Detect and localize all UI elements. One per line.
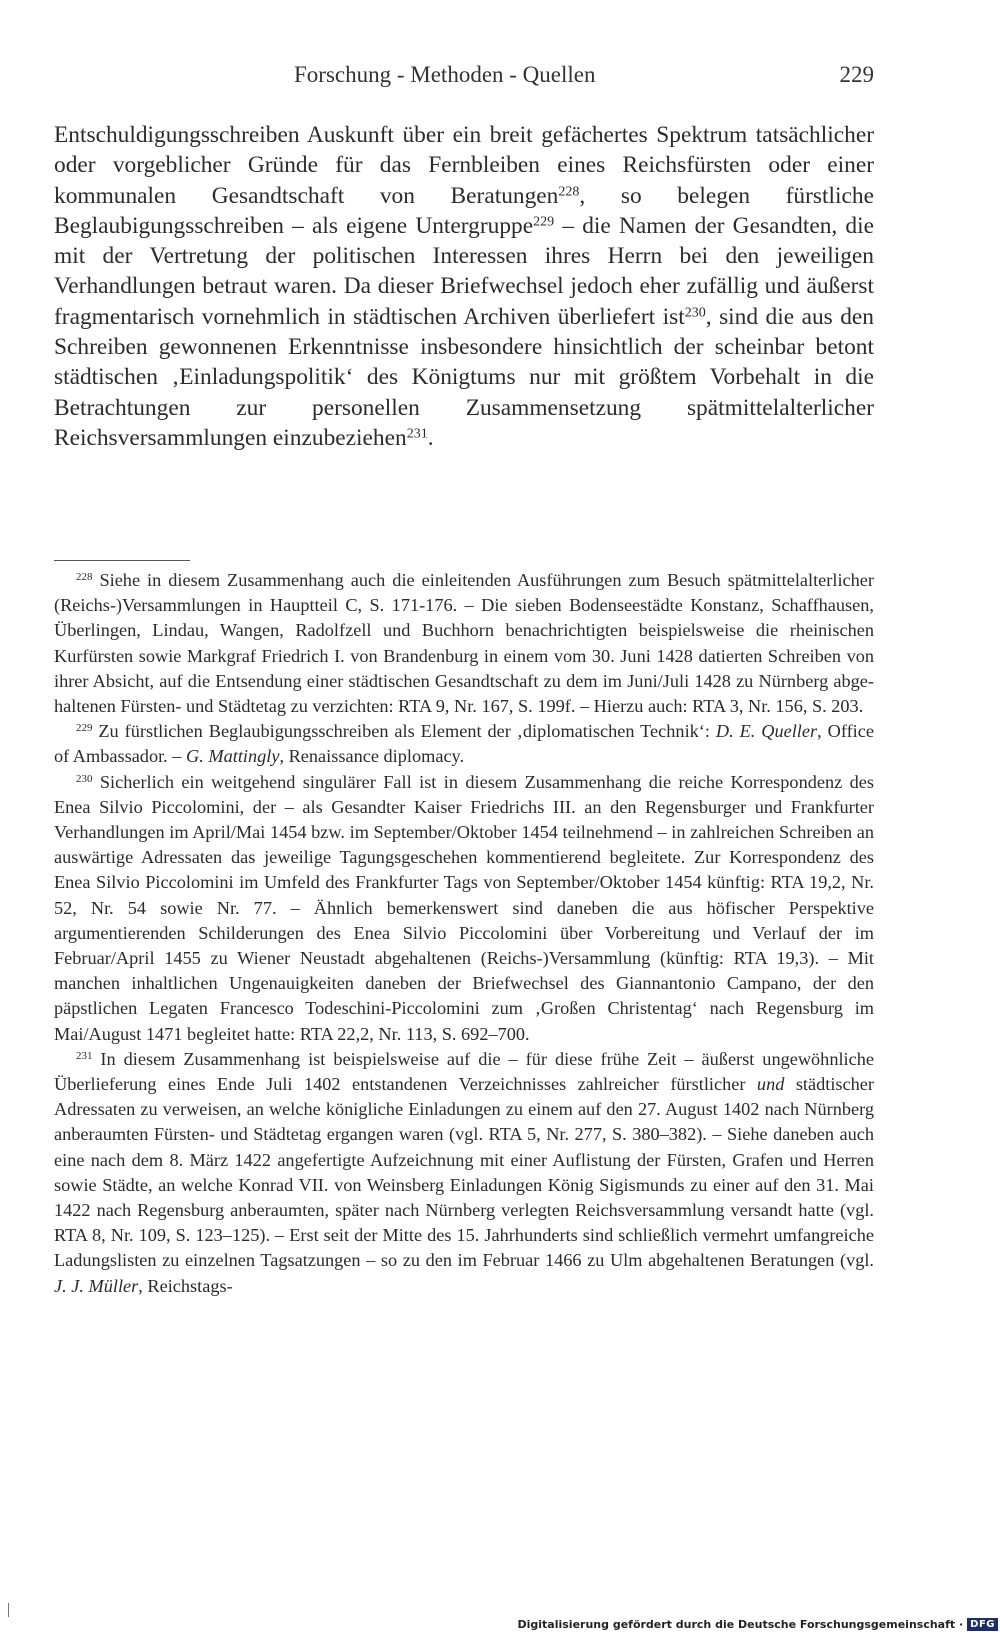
footnote-229: $^{229}$ Zu fürstlichen Beglaubigungsschreiben als Element der ‚diplomatischen Technik‘: D. E. Queller, Office of Ambassador. – G. Mattingly, Renaissance diplomacy. (54, 721, 874, 767)
margin-mark (8, 1603, 9, 1617)
running-title: Forschung - Methoden - Quellen (294, 62, 596, 87)
footnote-separator (54, 560, 190, 561)
running-header (54, 62, 874, 102)
footnote-230: $^{230}$ Sicherlich ein weitgehend singulärer Fall ist in diesem Zusammenhang die reiche Korrespondenz des Enea Silvio Piccolomini, der – als Gesandter Kaiser Friedrichs III. an den Regensburger und Frankfurter Verhandlungen im April/Mai 1454 bzw. im September/Oktober 1454 teilnehmend – in zahlreichen Schreiben an auswärtige Adressaten das jeweilige Tagungsgeschehen kommentierend begleitete. Zur Korrespondenz des Enea Silvio Piccolomini im Umfeld des Frankfurter Tags von September/Oktober 1454 künftig: RTA 19,2, Nr. 52, Nr. 54 sowie Nr. 77. – Ähnlich bemerkenswert sind daneben die aus höfischer Perspektive argumentierenden Schilderungen des Enea Silvio Piccolomini über Vorbereitung und Verlauf der im Februar/April 1455 zu Wiener Neustadt abgehaltenen (Reichs-)Versammlung (künftig: RTA 19,3). – Mit manchen inhaltlichen Ungenauigkeiten daneben der Briefwechsel des Giannantonio Campano, der den päpstlichen Legaten Francesco Todeschini-Piccolomini zum ‚Großen Christentag‘ nach Regensburg im Mai/August 1471 begleitet hatte: RTA 22,2, Nr. 113, S. 692–700. (54, 771, 874, 1044)
footnote-231: $^{231}$ In diesem Zusammenhang ist beispielsweise auf die – für diese frühe Zeit – äußerst ungewöhnliche Überlieferung eines Ende Juli 1402 entstandenen Verzeichnisses zahlreicher fürstlicher und städtischer Adressaten zu verweisen, an welche königliche Einladungen zu einem auf den 27. August 1402 nach Nürnberg anberaumten Fürsten- und Städtetag ergangen waren (vgl. RTA 5, Nr. 277, S. 380–382). – Siehe daneben auch eine nach dem 8. März 1422 angefertigte Aufzeichnung mit einer Auflistung der Fürsten, Grafen und Herren sowie Städte, an welche Konrad VII. von Weinsberg Einladungen König Sigismunds zu einer auf den 31. Mai 1422 nach Regensburg anberaumten, später nach Nürnberg verlegten Reichsversammlung versandt hatte (vgl. RTA 8, Nr. 109, S. 123–125). – Erst seit der Mitte des 15. Jahrhunderts sind schließlich vermehrt umfangreiche Ladungslisten zu einzelnen Tagsatzungen – so zu den im Februar 1466 zu Ulm abgehaltenen Beratungen (vgl. J. J. Müller, Reichstags- (54, 1048, 874, 1296)
footnotes (54, 568, 874, 1299)
main-text: Entschuldigungsschreiben Auskunft über ein breit gefächertes Spektrum tatsächlicher oder vorgeblicher Gründe für das Fernbleiben eines Reichsfürsten oder einer kommunalen Gesandtschaft von Beratungen$^{228}$, so belegen fürstliche Beglaubigungsschreiben – als eigene Untergruppe$^{229}$ – die Namen der Gesandten, die mit der Vertretung der politischen Interessen ihres Herrn bei den jeweiligen Verhandlungen betraut waren. Da dieser Briefwechsel jedoch eher zufällig und äußerst fragmentarisch vornehmlich in städtischen Archiven überliefert ist$^{230}$, sind die aus den Schreiben gewonnenen Erkenntnisse insbesondere hinsichtlich der scheinbar betont städtischen ‚Einladungspolitik‘ des Königtums nur mit größtem Vorbehalt in die Betrachtungen zur personellen Zusammensetzung spätmittelalterlicher Reichsversammlungen einzubeziehen$^{231}$. (54, 122, 875, 451)
dfg-logo: DFG (967, 1618, 998, 1631)
page-number: 229 (839, 62, 874, 87)
digitization-note: Digitalisierung gefördert durch die Deutsche Forschungsgemeinschaft · (517, 1617, 964, 1631)
footnote-228: $^{228}$ Siehe in diesem Zusammenhang auch die einleitenden Ausführungen zum Besuch spätmittelalterlicher (Reichs-)Versammlungen in Hauptteil C, S. 171-176. – Die sieben Bodenseestädte Konstanz, Schaffhausen, Überlingen, Lindau, Wangen, Radolfzell und Buchhorn benachrichtigten beispielsweise die rheinischen Kurfürsten sowie Markgraf Friedrich I. von Brandenburg in einem vom 30. Juni 1428 datierten Schreiben von ihrer Absicht, auf die Entsendung einer städtischen Gesandtschaft zu dem im Juni/Juli 1428 zu Nürnberg abgehaltenen Fürsten- und Städtetag zu verzichten: RTA 9, Nr. 167, S. 199f. – Hierzu auch: RTA 3, Nr. 156, S. 203. (54, 570, 874, 717)
digitization-footer (517, 1614, 1000, 1634)
